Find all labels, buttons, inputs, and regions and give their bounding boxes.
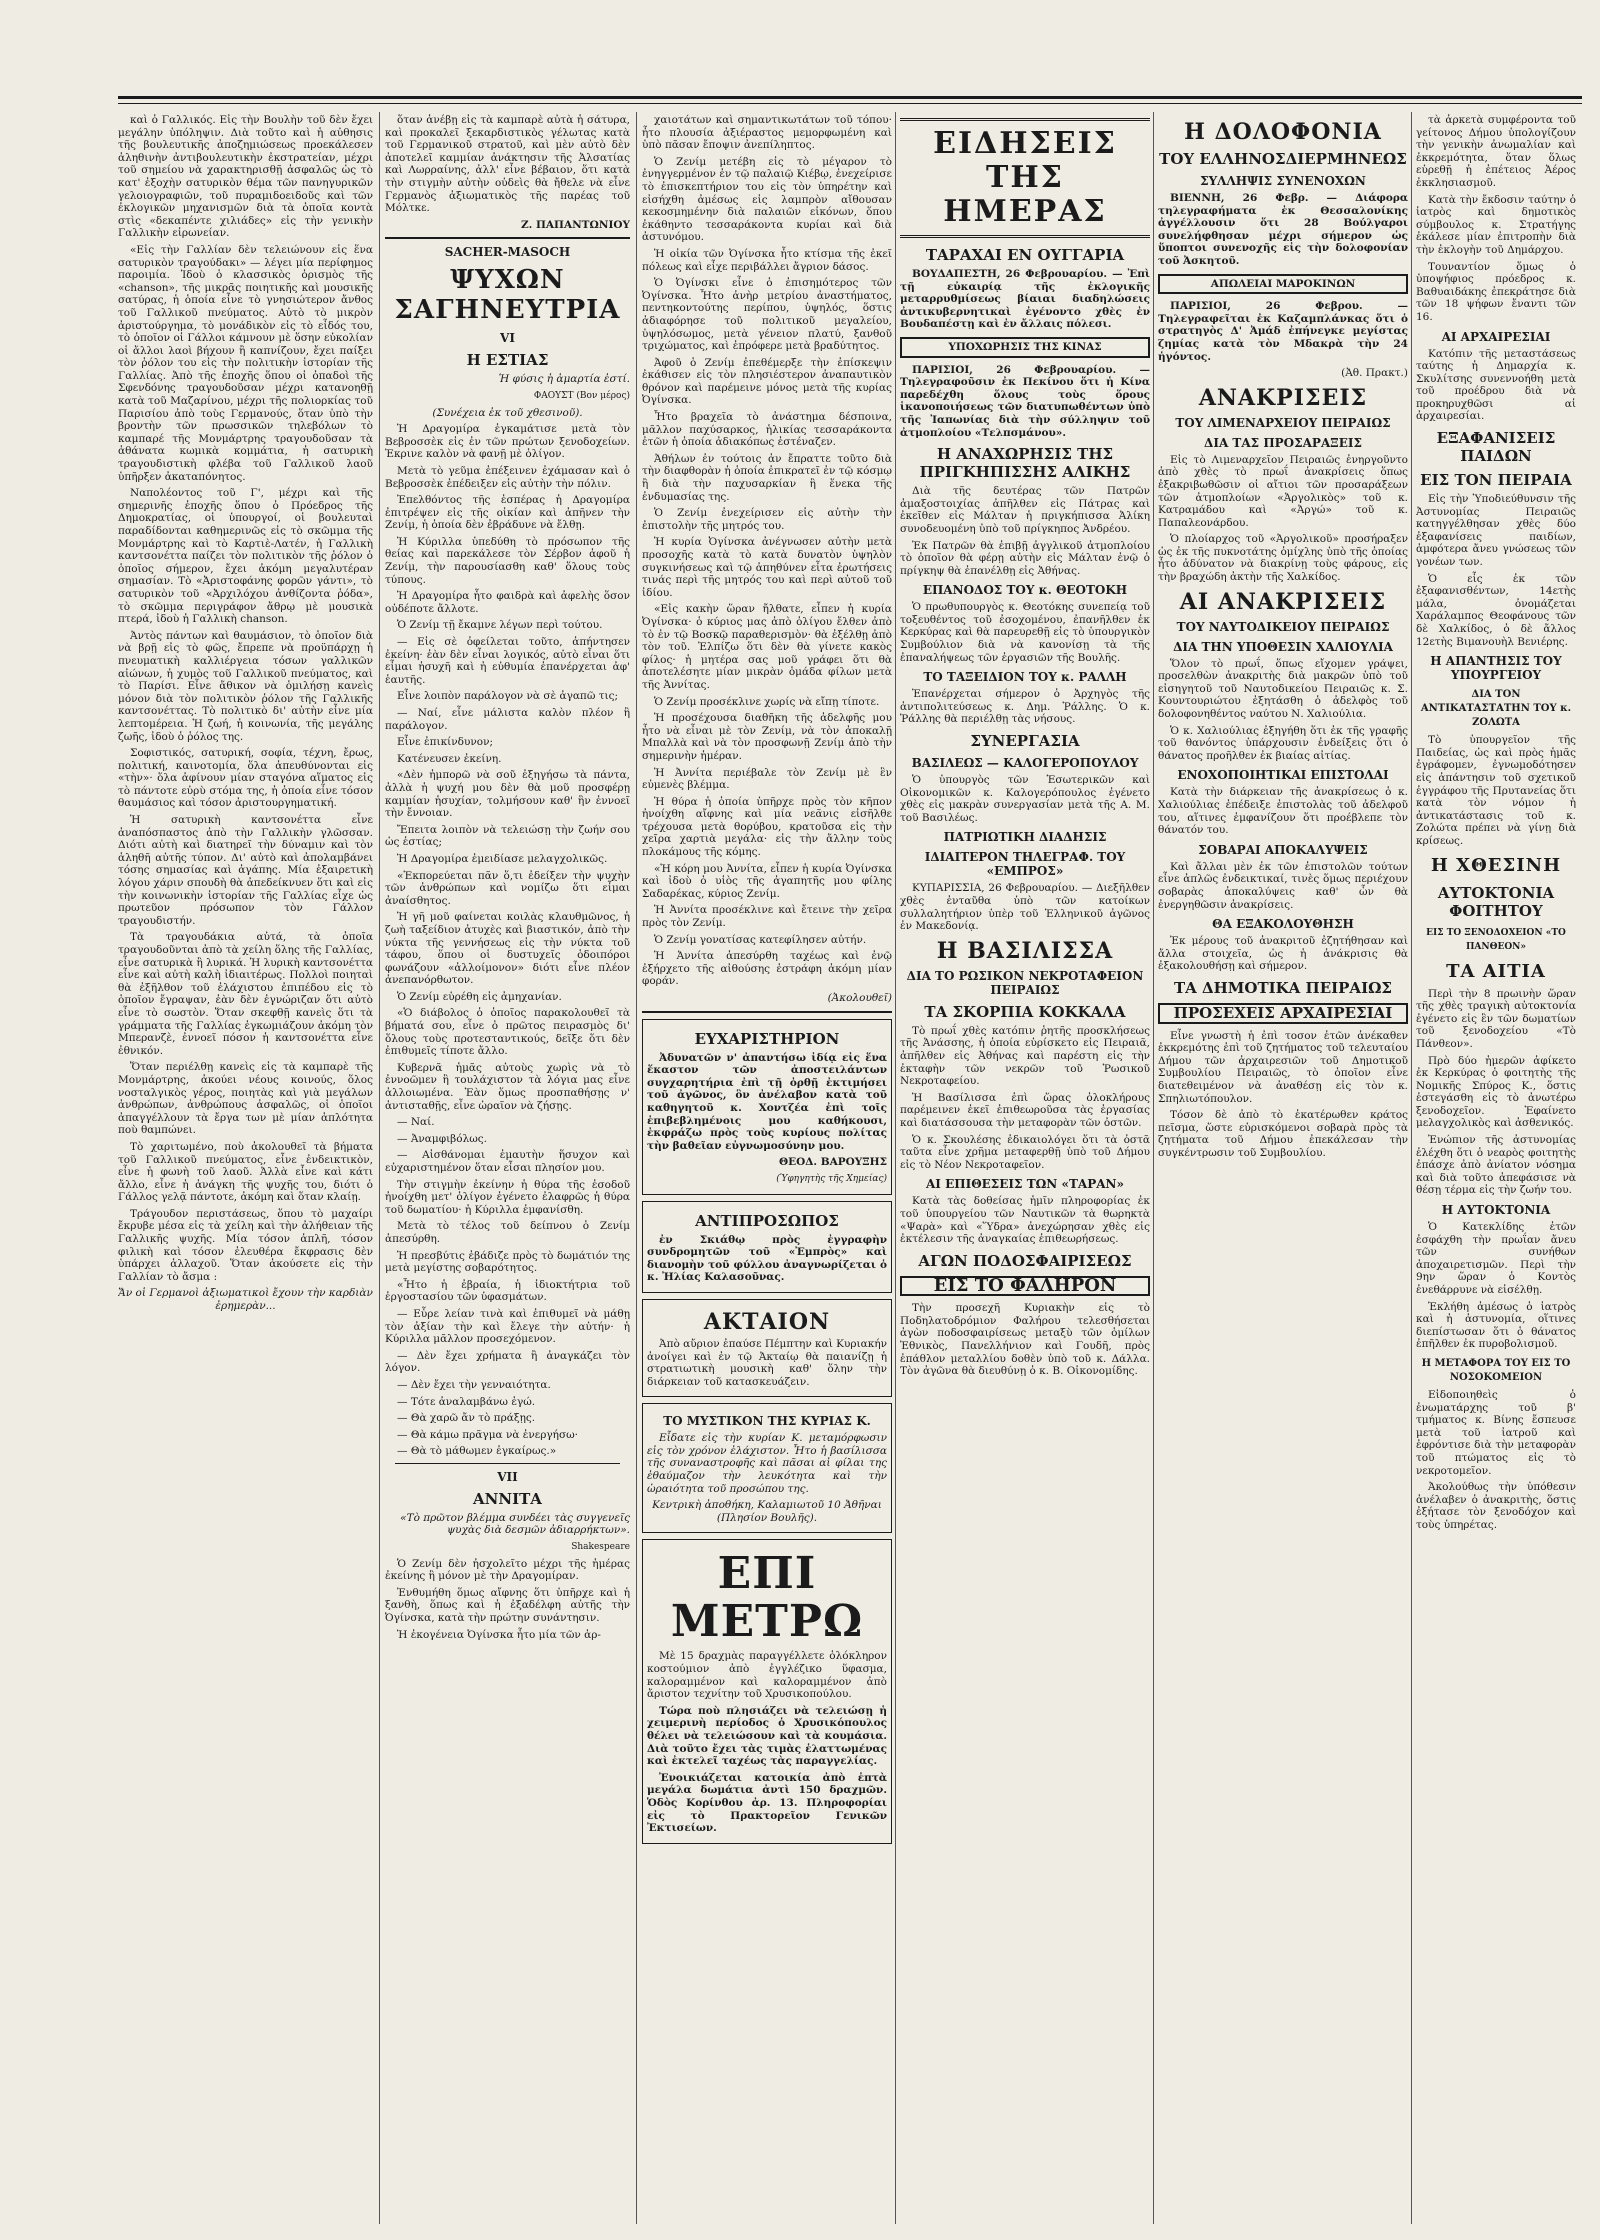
- subheadline: ΣΥΛΛΗΨΙΣ ΣΥΝΕΝΟΧΩΝ: [1200, 174, 1366, 188]
- divider: [642, 1011, 892, 1013]
- subheadline: ΤΟΥ ΝΑΥΤΟΔΙΚΕΙΟΥ ΠΕΙΡΑΙΩΣ: [1176, 619, 1390, 634]
- headline: ΑΙ ΑΡΧΑΙΡΕΣΙΑΙ: [1441, 329, 1551, 344]
- paragraph: Ἡ προσέχουσα διαθῆκη τῆς ἀδελφῆς μου ἦτο νὰ εἶναι μὲ τὸν Ζενίμ, νὰ τὸν ἀποκαλῇ Μπαλλὰ καὶ νὰ τὸν προσφωνῇ Ζενίμ ἀπὸ τὴν σημερινὴν ἡμέραν.: [642, 712, 892, 762]
- paragraph: «Δὲν ἠμπορῶ νὰ σοῦ ἐξηγήσω τὰ πάντα, ἀλλὰ ἡ ψυχή μου δὲν θὰ μοῦ προσφέρῃ καμμίαν ἡσυχίαν, τολμήσουν καθ' ἣν ἐννοεῖ τὴν ἔννοιαν.: [385, 769, 630, 820]
- headline: Η ΜΕΤΑΦΟΡΑ ΤΟΥ ΕΙΣ ΤΟ ΝΟΣΟΚΟΜΕΙΟΝ: [1421, 1357, 1571, 1383]
- news-text: ΒΟΥΔΑΠΕΣΤΗ, 26 Φεβρουαρίου. — Ἐπὶ τῇ εὐκαιρίᾳ τῆς ἐκλογικῆς μεταρρυθμίσεως βίαιαι διαδηλώσεις ἀντικυβερνητικαὶ ἐγένοντο χθὲς ἐν Βουδαπέστῃ καὶ ἐν ἄλλαις πόλεσι.: [900, 268, 1150, 331]
- ad-title: ΕΠΙ ΜΕΤΡΩ: [670, 1548, 864, 1648]
- serial-body: [385, 423, 630, 1458]
- news-text: Κατόπιν τῆς μεταστάσεως ταύτης ἡ Δημαρχία κ. Σκυλίτσης συνεννοήθη μετὰ τοῦ προέδρου διὰ νὰ προκηρυχθῶσι αἱ ἀρχαιρεσίαι.: [1416, 347, 1576, 423]
- paragraph: «Ἦτο ἡ ἐβραία, ἡ ἰδιοκτήτρια τοῦ ἐργοστασίου τῶν ὑφασμάτων.: [385, 1278, 630, 1304]
- paragraph: ὅταν ἀνέβῃ εἰς τὰ καμπαρὲ αὐτὰ ἡ σάτυρα, καὶ προκαλεῖ ξεκαρδιστικὸς γέλωτας κατὰ τοῦ Γερμανικοῦ στρατοῦ, καὶ μὲν αὐτὸ δὲν ἀποτελεῖ καμμίαν ἀνάκτησιν τῆς Ἀλσατίας καὶ Λωρραίνης, ἀλλ' εἶνε βέβαιον, ὅτι κατὰ τὴν στιγμὴν αὐτὴν οὐδεὶς θὰ ἤθελε νὰ εἶνε Γερμανὸς ἀξιωματικὸς τῆς παρέας τοῦ Μόλτκε.: [385, 114, 630, 215]
- paragraph: Ἡ Κύριλλα ὑπεδύθη τὸ πρόσωπον τῆς θείας καὶ παρεκάλεσε τὸν Σέρβον ἀφοῦ ἡ Ζενίμ, τὴν παρουσίασθη καθ' ὅλους τοὺς τύπους.: [385, 535, 630, 586]
- advertisement: [642, 1539, 892, 1843]
- paragraph: — Τότε ἀναλαμβάνω ἐγώ.: [397, 1395, 536, 1408]
- notice-text: Ἀπὸ αὔριον ἐπαύσε Πέμπτην καὶ Κυριακήν ἀνοίγει καὶ ἐν τῷ Ἀκταίῳ θὰ παιανίζῃ ἡ στρατιωτικὴ μουσικὴ καθ' ὅλην τὴν διάρκειαν τοῦ κατασκευάζειν.: [647, 1337, 887, 1388]
- news-text: Εἶνε γνωστὴ ἡ ἐπὶ τοσον ἐτῶν ἀνέκαθεν ἐκκρεμότης ἐπὶ τοῦ ζητήματος τοῦ τελευταίου Δήμου τῶν ἀρχαιρεσιῶν τοῦ Δημοτικοῦ Συμβουλίου Πειραιῶς, τὸ ὁποῖον εἶνε διατεθειμένον νὰ ἀναθέσῃ εἰς τὸν κ. Σπηλιωτόπουλον.: [1158, 1029, 1408, 1105]
- paragraph: — Δὲν ἔχει χρήματα ἢ ἀναγκάζει τὸν λόγον.: [385, 1349, 630, 1375]
- section-banner: ΕΙΔΗΣΕΙΣ ΤΗΣ ΗΜΕΡΑΣ: [900, 118, 1150, 238]
- paragraph: Μετὰ τὸ γεῦμα ἐπέξεινεν ἐχάμασαν καὶ ὁ Βεβροσσὲκ ἐπέδειξεν εἰς αὐτὴν τὴν πόλιν.: [385, 464, 630, 490]
- headline: ΑΙ ΑΝΑΚΡΙΣΕΙΣ: [1179, 588, 1387, 615]
- news-text: τὰ ἀρκετὰ συμφέροντα τοῦ γείτονος Δήμου ὑπολογίζουν τὴν γενικὴν ἀνωμαλίαν καὶ ἐκκρεμότητα, ὅταν ὅλως εὑρεθῇ ἡ ἐπέτειος Ἀέρος ἐκκλησιασμοῦ.: [1416, 114, 1576, 189]
- paragraph: Σοφιστικός, σατυρική, σοφία, τέχνη, ἔρως, πολιτική, καινοτομία, ὅλα ἀπευθύνονται εἰς «τὴν»· ὅλα ἀφίνουν μίαν σταγόνα αἵματος εἰς τὸ πάντοτε εὐρὺ στόμα της, ἡ ὁποία εἶνε τόσον θαυμάσιος καὶ τόσον ἀριστουργηματική.: [118, 747, 373, 810]
- column-divider: [1153, 112, 1154, 2224]
- continued-note: (Ἀκολουθεῖ): [827, 992, 892, 1004]
- paragraph: Ὁ Ζενίμ προσέκλινε χωρίς νὰ εἴπῃ τίποτε.: [654, 695, 880, 708]
- column-1: [118, 114, 373, 2224]
- paragraph: — Θὰ τὸ μάθωμεν ἐγκαίρως.»: [397, 1445, 557, 1458]
- paragraph: Τράγουδον περιστάσεως, ὅπου τὸ μαχαίρι ἔκρυβε μέσα εἰς τὰ χείλη καὶ τὴν ἀλήθειαν τῆς Γαλλικῆς ψυχῆς. Μία τόσον ἁπλῆ, τόσον φιλικὴ καὶ τόσον ἐλευθέρα ἔκφρασις δὲν ὑπάρχει ἀλλαχοῦ. Ὅταν ἀκούσετε εἰς τὴν Γαλλίαν τὸ ἄσμα :: [118, 1207, 373, 1283]
- epigraph-source: Shakespeare: [571, 1542, 630, 1553]
- subheadline: ΔΙΑ ΤΗΝ ΥΠΟΘΕΣΙΝ ΧΑΛΙΟΥΛΙΑ: [1173, 639, 1393, 654]
- news-text: ΠΑΡΙΣΙΟΙ, 26 Φεβρου. — Τηλεγραφεῖται ἐκ Καζαμπλάνκας ὅτι ὁ στρατηγὸς Δ' Ἀμάδ ἐπήνεγκε μεγίστας ζημίας κατὰ τὸν Μδακρὰ τὴν 24 ἡγόντος.: [1158, 300, 1408, 363]
- paragraph: «Ἡ κόρη μου Ἀννίτα, εἶπεν ἡ κυρία Ὀγίνσκα καὶ ἰδοὺ ὁ υἱὸς τῆς ἀγαπητῆς μου φίλης Σαδαρέκας, κύριος Ζενίμ.: [642, 862, 892, 900]
- continued-note: (Συνέχεια ἐκ τοῦ χθεσινοῦ).: [432, 406, 583, 419]
- subheadline: ΕΙΣ ΤΟΝ ΠΕΙΡΑΙΑ: [1420, 471, 1572, 490]
- paragraph: Ὁ Ὀγίνσκι εἶνε ὁ ἐπισημότερος τῶν Ὀγίνσκα. Ἦτο ἀνὴρ μετρίου ἀναστήματος, πεντηκοντούτης περίπου, ὑψηλός, ὅστις ἀδιαφόρησε τοῦ πολιτικοῦ μεγαλείου, ὑψηλόσωμος, μετὰ γένειον πλατύ, ξανθοῦ τριχώματος, καὶ ἐπρόφερε μετὰ βραδύτητος.: [642, 277, 892, 353]
- epigraph-source: ΦΑΟΥΣΤ (Βον μέρος): [533, 390, 630, 401]
- news-text: ΒΙΕΝΝΗ, 26 Φεβρ. — Διάφορα τηλεγραφήματα ἐκ Θεσσαλονίκης ἀγγέλλουσιν ὅτι 28 Βούλγαροι συνελήφθησαν μέχρι σήμερον ὡς ὕποπτοι συνενοχῆς εἰς τὴν δολοφονίαν τοῦ Ἀσκητοῦ.: [1158, 192, 1408, 267]
- column-5: [1158, 114, 1408, 2224]
- subheadline: ΣΟΒΑΡΑΙ ΑΠΟΚΑΛΥΨΕΙΣ: [1198, 842, 1368, 857]
- news-text: Ὁ πρωθυπουργὸς κ. Θεοτόκης συνεπείᾳ τοῦ τοξευθέντος τοῦ ἐσοχομένου, ἐπανῆλθεν ἐκ Κερκύρας καὶ θὰ παρευρεθῇ εἰς τὸ ὑπουργικὸν Συμβούλιον διὰ νὰ κανονίσῃ τὰ τῆς ἐπαναλήψεως τῶν ἐργασιῶν τῆς Βουλῆς.: [900, 601, 1150, 664]
- paragraph: Κυβερνᾶ ἡμᾶς αὐτοὺς χωρὶς νὰ τὸ ἐννοῶμεν ἢ τουλάχιστον τὰ λόγια μας εἶνε ἀλλοιωμένα. Ἐὰν ὅμως προσπαθήσῃς ν' ἀντισταθῇς, εἶνε ὠραῖον νὰ ζήσῃς.: [385, 1061, 630, 1112]
- news-text: ΠΑΡΙΣΙΟΙ, 26 Φεβρουαρίου. — Τηλεγραφοῦσιν ἐκ Πεκίνου ὅτι ἡ Κίνα παρεδέχθη ὅλους τοὺς ὅρους ἱκανοποιήσεως τῶν διατυπωθέντων ὑπὸ τῆς Ἰαπωνίας διὰ τὴν σύλληψιν τοῦ ἀτμοπλοίου «Τελπσμάνου».: [900, 363, 1150, 439]
- article-author: Ζ. ΠΑΠΑΝΤΩΝΙΟΥ: [520, 218, 630, 231]
- paragraph: Ἡ Δραγομίρα ἐγκαμάτισε μετὰ τὸν Βεβροσσὲκ εἰς ἐν τῶν πρώτων ξενοδοχείων. Ἐκρινε καλὸν νὰ φανῇ μὲ ὀλίγον.: [385, 423, 630, 461]
- headline: Η ΔΟΛΟΦΟΝΙΑ: [1184, 119, 1382, 145]
- paragraph: — Δὲν ἔχει τὴν γενναιότητα.: [397, 1378, 551, 1391]
- headline: ΕΞΑΦΑΝΙΣΕΙΣ ΠΑΙΔΩΝ: [1436, 429, 1556, 466]
- subheadline: ΔΙΑ ΤΑΣ ΠΡΟΣΑΡΑΞΕΙΣ: [1204, 435, 1362, 450]
- headline: ΤΑΡΑΧΑΙ ΕΝ ΟΥΓΓΑΡΙΑ: [925, 246, 1125, 264]
- paragraph: Ἔπειτα λοιπὸν νὰ τελειώσῃ τὴν ζωήν σου ὡς ἐστίας;: [385, 823, 630, 849]
- paragraph: Ἀθήλων ἐν τούτοις ἀν ἔπραττε τοῦτο διὰ τὴν διαφθορὰν ἡ ὁποία ἐπικρατεῖ ἐν τῷ κόσμῳ ἢ διὰ τὴν παχυσαρκίαν ἢ ἕνεκα τῆς ἐνδυμασίας της.: [642, 452, 892, 503]
- epigraph: Ἡ φύσις ἡ ἁμαρτία ἐστί.: [498, 373, 630, 386]
- ad-text: Εἶδατε εἰς τὴν κυρίαν Κ. μεταμόρφωσιν εἰς τὸν χρόνον ἐλάχιστον. Ἦτο ἡ βασίλισσα τῆς συναναστροφῆς καὶ πᾶσαι αἱ φίλαι της ἐθαύμαζον τὴν λευκότητα καὶ τὴν ὡραιότητα τοῦ προσώπου της.: [647, 1432, 887, 1495]
- paragraph: Ἡ Ἀννίτα προσέκλινε καὶ ἔτεινε τὴν χεῖρα πρὸς τὸν Ζενίμ.: [642, 904, 892, 930]
- paragraph: «Ὁ διάβολος ὁ ὁποῖος παρακολουθεῖ τὰ βήματά σου, εἶνε ὁ πρῶτος πειρασμὸς δι' ὅλους τοὺς προτεσταντικούς, δεῖξε ὅτι δὲν ἐπιθυμεῖς τίποτε ἄλλο.: [385, 1007, 630, 1058]
- column-divider: [895, 112, 896, 2224]
- paragraph: Τὰ τραγουδάκια αὐτά, τὰ ὁποῖα τραγουδοῦνται ἀπὸ τὰ χείλη ὅλης τῆς Γαλλίας, εἶνε σατυρικὰ ἢ λυρικά. Ἡ λυρικὴ καντσονέττα εἶνε καὶ αὐτὴ καλὴ ἰδιαιτέρως. Πολλοὶ ποιηταὶ θὰ ἐξῆλθον τοῦ ἐλάχιστου ἐπιπέδου εἰς τὸ ὁποῖον ἔγραψαν, ἐὰν δὲν ἐγνώριζαν ὅτι αὐτὸ εἶνε τὸ σωστὸν. Ὅταν σκεφθῇ κανεὶς ὅτι τὰ γράμματα τῆς Γαλλίας ἐγκωμιάζουν ἀκόμη τὸν Μπερανζὲ, ἐννοεῖ πόσον ἡ καντσονέττα εἶνε ἐθνικόν.: [118, 931, 373, 1057]
- news-text: Ἐκλήθη ἀμέσως ὁ ἰατρὸς καὶ ἡ ἀστυνομία, οἵτινες διεπίστωσαν ὅτι ὁ θάνατος ἐπῆλθεν ἐκ πυροβολισμοῦ.: [1416, 1300, 1576, 1351]
- headline: ΑΙ ΕΠΙΘΕΣΕΙΣ ΤΩΝ «ΤΑΡΑΝ»: [926, 1177, 1124, 1192]
- paragraph: καὶ ὁ Γαλλικός. Εἰς τὴν Βουλὴν τοῦ δὲν ἔχει μεγάλην ὑπόληψιν. Διὰ τοῦτο καὶ ἡ αὐθησις τῆς βουλευτικῆς ἀποζημιώσεως προεκάλεσεν ἀληθινὴν ἀντιβουλευτικὴν ἐκστρατείαν, μέχρι τοῦ σημείου νὰ χαρακτηρισθῇ ἀσφαλῶς ὡς τὸ κατ' ἐξοχὴν σατυρικὸν θέμα τῶν πανηγυρικῶν γελοιογραφιῶν, τοῦ πυραμιδοειδοῦς καὶ τῶν ἐκλογικῶν μηχανισμῶν διὰ τὰ ὁποῖα κοντὰ στὶς «δεκαπέντε χιλιάδες» εἰς τὴν γενικὴν Γαλλικὴν εἰρωνείαν.: [118, 114, 373, 240]
- news-text: Τόσον δὲ ἀπὸ τὸ ἑκατέρωθεν κράτος πεῖσμα, ὥστε εὑρισκόμενοι σοβαρὰ πρὸς τὰ ζητήματα τοῦ Δήμου ἐπεκάλεσαν τὴν συγκέντρωσιν τοῦ Συμβουλίου.: [1158, 1109, 1408, 1159]
- paragraph: Ἡ θύρα ἡ ὁποία ὑπῆρχε πρὸς τὸν κῆπον ἠνοίχθη αἴφνης καὶ μία νεᾶνις εἰσῆλθε τρέχουσα μετὰ θορύβου, κρατοῦσα εἰς τὴν χεῖρα χαρτιὰ μεγάλα· εἰς τὴν ἄλλην τοὺς πλοκάμους τῆς κόμης.: [642, 795, 892, 859]
- news-text: Ὁ κ. Χαλιούλιας ἐξηγήθη ὅτι ἐκ τῆς γραφῆς τοῦ θανόντος ὑπάρχουσιν ἐνδείξεις ὅτι ὁ θάνατος προῆλθεν ἐκ βιαίας αἰτίας.: [1158, 724, 1408, 762]
- subheadline: ΘΑ ΕΞΑΚΟΛΟΥΘΗΣΗ: [1212, 917, 1354, 932]
- paragraph: Ὁ Ζενίμ γονατίσας κατεφίλησεν αὐτήν.: [654, 933, 867, 946]
- paragraph: Κατένευσεν ἐκείνη.: [397, 752, 502, 765]
- subheadline: ΕΙΣ ΤΟ ΞΕΝΟΔΟΧΕΙΟΝ «ΤΟ ΠΑΝΘΕΟΝ»: [1426, 927, 1566, 952]
- paragraph: «Εἰς τὴν Γαλλίαν δὲν τελειώνουν εἰς ἕνα σατυρικὸν τραγούδακι» — λέγει μία περίφημος παροιμία. Ἰδοὺ ὁ κλασσικὸς ὁρισμὸς τῆς «chanson», τῆς μικρᾶς ποιητικῆς καὶ μουσικῆς σατύρας, ἡ ὁποία εἶνε τὸ γνησιώτερον ἄνθος τοῦ Γαλλικοῦ πνεύματος. Αὐτὸ τὸ μικρὸν ἀριστούργημα, τὸ μονάδικὸν εἰς τὸ εἶδός του, τὸ ὁποῖον οἱ Γάλλοι κάμνουν μὲ ὅσην εὐκολίαν οἱ ἄλλοι λαοὶ βήχουν ἢ καπνίζουν, ἔχει παίξει τὸν ῥόλον του εἰς τὴν πολιτικὴν ἱστορίαν τῆς Γαλλίας. Ἀπὸ τῆς ἐποχῆς ὅπου οἱ ὀπαδοὶ τῆς Σφενδόνης τραγουδοῦσαν μέχρι κατανοηθῇ κατὰ τοῦ Μαζαρίνου, μέχρι τῆς πολιορκίας τοῦ Παρισίου ἀπὸ τοὺς Γερμανούς, ὅταν ὑπὸ τὴν βροντὴν τῶν πρωσσικῶν τηλεβόλων τὸ καμπαρέ τῆς Μονμάρτρης τραγουδοῦσαν τὰ ἀθάνατα κωμικὰ κομμάτια, ἡ σατυρικὴ τραγουδιστικὴ φλέβα τοῦ Γαλλικοῦ λαοῦ ὑπῆρξεν ἀκαταπόνητος.: [118, 243, 373, 483]
- paragraph: — Αἰσθάνομαι ἐμαυτὴν ἥσυχον καὶ εὐχαριστημένον ὅταν εἶσαι πλησίον μου.: [385, 1149, 630, 1174]
- headline: Η ΑΥΤΟΚΤΟΝΙΑ: [1441, 1203, 1551, 1218]
- news-source: (Ἀθ. Πρακτ.): [1341, 367, 1408, 380]
- subheadline: ΤΑ ΑΙΤΙΑ: [1446, 960, 1546, 982]
- headline: ΥΠΟΧΩΡΗΣΙΣ ΤΗΣ ΚΙΝΑΣ: [900, 337, 1150, 358]
- paragraph: Ἡ κυρία Ὀγίνσκα ἀνέγνωσεν αὐτὴν μετὰ προσοχῆς κατὰ τὸ κατὰ δυνατὸν ὑψηλὸν συγκινήσεως καὶ τῷ ἀπηθύνεν εἶτα ἐρωτήσεις τινάς περὶ τῆς μητρός του καὶ περὶ αὐτοῦ τοῦ ἰδίου.: [642, 536, 892, 599]
- paragraph: «Ἐκπορεύεται πᾶν ὅ,τι ἐδείξεν τὴν ψυχὴν τῶν ἀνθρώπων καὶ νομίζω ὅτι εἶμαι ἀναίσθητος.: [385, 869, 630, 907]
- subheadline: ΕΙΣ ΤΟ ΦΑΛΗΡΟΝ: [900, 1276, 1150, 1297]
- representative-notice: [642, 1201, 892, 1293]
- headline: Η ΑΠΑΝΤΗΣΙΣ ΤΟΥ ΥΠΟΥΡΓΕΙΟΥ: [1430, 654, 1562, 683]
- notice-text: ἐν Σκιάθῳ πρὸς ἐγγραφὴν συνδρομητῶν τοῦ «Ἐμπρὸς» καὶ διανομὴν τοῦ φύλλου ἀναγνωρίζεται ὁ κ. Ἠλίας Καλασοῦνας.: [647, 1233, 887, 1284]
- notice-title: ΕΥΧΑΡΙΣΤΗΡΙΟΝ: [694, 1029, 840, 1048]
- epigraph: «Τὸ πρῶτον βλέμμα συνδέει τὰς συγγενεῖς ψυχὰς διὰ δεσμῶν ἀδιαρρήκτων».: [400, 1511, 630, 1537]
- paragraph: Ἡ πρεσβύτις ἐβάδιζε πρὸς τὸ δωμάτιόν της μετὰ μεγίστης σοβαρότητος.: [385, 1249, 630, 1275]
- news-text: ΚΥΠΑΡΙΣΣΙΑ, 26 Φεβρουαρίου. — Διεξῆλθεν χθὲς ἐνταῦθα ὑπὸ τῶν κατοίκων συλλαλητήριον ὑπὲρ τοῦ Ἑλληνικοῦ ἀγῶνος ἐν Μακεδονίᾳ.: [900, 882, 1150, 933]
- paragraph: — Ἀναμφιβόλως.: [397, 1132, 488, 1145]
- paragraph: — Θὰ χαρῶ ἄν τὸ πράξῃς.: [397, 1412, 536, 1425]
- paragraph: Ἐπελθόντος τῆς ἑσπέρας ἡ Δραγομίρα ἐπιτρέψεν εἰς τῆς οἰκίαν καὶ ἀπῆνεν τὴν Ζενίμ, ἡ ὁποία δὲν ἐβράδυνε νὰ ἔλθῃ.: [385, 494, 630, 532]
- paragraph: Ἡ ἐκογένεια Ὀγίνσκα ἧτο μία τῶν ἀρ-: [397, 1628, 601, 1641]
- headline: ΠΑΤΡΙΩΤΙΚΗ ΔΙΑΔΗΣΙΣ: [943, 830, 1107, 845]
- news-text: Εἰς τὴν Ὑποδιεύθυνσιν τῆς Ἀστυνομίας Πειραιῶς κατηγγέλθησαν χθὲς δύο ἐξαφανίσεις παιδίων, ἀμφότερα ἄνευ γνώσεως τῶν γονέων των.: [1416, 493, 1576, 569]
- column-divider: [379, 112, 380, 2224]
- notice-text: Ἀδυνατῶν ν' ἀπαντήσω ἰδίᾳ εἰς ἕνα ἕκαστον τῶν ἀποστειλάντων συγχαρητήρια ἐπὶ τῇ ὀρθῇ ἐκτιμήσει τοῦ ἀγῶνος, ὃν ἀνέλαβον κατὰ τοῦ καθηγητοῦ κ. Χοντζέα ἐπὶ τοῖς ἐπιβεβλημένοις μου καθήκουσι, ἐκφράζω πρὸς τοὺς κυρίους πολίτας τὴν βαθεῖαν εὐγνωμοσύνην μου.: [647, 1051, 887, 1152]
- paragraph: Ὁ Ζενίμ ἐνεχείρισεν εἰς αὐτὴν τὴν ἐπιστολὴν τῆς μητρός του.: [642, 507, 892, 532]
- news-text: Τὴν προσεχῆ Κυριακὴν εἰς τὸ Ποδηλατοδρόμιον Φαλήρου τελεσθήσεται ἀγὼν ποδοσφαιρίσεως μεταξὺ τῶν ὁμίλων Ἐθνικὸς, Πανελλήνιον καὶ Γουδῆ, πρὸς ἐπάθλον μεταλλίου δοθὲν ὑπὸ τοῦ κ. Δάλλα. Τὸν ἀγῶνα θὰ διευθύνῃ ὁ κ. Β. Οἰκονομίδης.: [900, 1302, 1150, 1378]
- paragraph: Εἶνε λοιπὸν παράλογον νὰ σὲ ἀγαπῶ τις;: [397, 690, 619, 703]
- news-text: Περὶ τὴν 8 πρωινὴν ὥραν τῆς χθὲς τραγικὴ αὐτοκτονία ἐγένετο εἰς ἓν τῶν δωματίων τοῦ ξενοδοχείου «Τὸ Πάνθεον».: [1416, 987, 1576, 1050]
- column-divider: [636, 112, 637, 2224]
- paragraph: Ἡ Δραγομίρα ἧτο φαιδρὰ καὶ ἀφελὴς ὅσον οὐδέποτε ἄλλοτε.: [385, 590, 630, 615]
- quote-line: Ἄν οἱ Γερμανοὶ ἀξιωματικοὶ ἔχουν τὴν καρδιὰν ἐρημερὰν...: [118, 1287, 373, 1313]
- news-text: Ἀκολούθως τὴν ὑπόθεσιν ἀνέλαβεν ὁ ἀνακριτὴς, ὅστις ἐξήτασε τὸν ξενοδόχον καὶ τοὺς ὑπηρέτας.: [1416, 1481, 1576, 1531]
- headline: ΕΠΑΝΟΔΟΣ ΤΟΥ κ. ΘΕΟΤΟΚΗ: [922, 583, 1128, 598]
- paragraph: Ἡ Δραγομίρα ἐμειδίασε μελαγχολικῶς.: [397, 852, 608, 865]
- paragraph: Τὴν στιγμὴν ἐκείνην ἡ θύρα τῆς ἐσοδοῦ ἠνοίχθη μετ' ὀλίγον ἐγένετο ἐλαφρῶς ἡ θύρα τοῦ δωματίου· ἡ Κύριλλα ἐμφανίσθη.: [385, 1178, 630, 1216]
- subheadline: ΙΔΙΑΙΤΕΡΟΝ ΤΗΛΕΓΡΑΦ. ΤΟΥ «ΕΜΠΡΟΣ»: [924, 850, 1126, 879]
- paragraph: Ὅταν περιέλθῃ κανεὶς εἰς τὰ καμπαρὲ τῆς Μονμάρτρης, ἀκούει νέους κοινούς, ὅλος νοσταλγικὸς γέρος, ποιητὰς καὶ γιὰ μεγάλων ἀνθρώπων, ἀνθρώπους ἀσφαλῶς, οἱ ὁποῖοι ἀπαγγέλλουν τὰ ἔργα των μὲ μίαν ἁπλότητα ποὺ θαμπώνει.: [118, 1061, 373, 1137]
- news-text: Κατὰ τὴν ἔκδοσιν ταύτην ὁ ἰατρὸς καὶ δημοτικὸς σύμβουλος κ. Στρατήγης ἐκάλεσε μίαν ἐπιτροπὴν διὰ τὴν ἐκλογὴν τοῦ Δημάρχου.: [1416, 193, 1576, 256]
- subheadline: ΔΙΑ ΤΟ ΡΩΣΙΚΟΝ ΝΕΚΡΟΤΑΦΕΙΟΝ ΠΕΙΡΑΙΩΣ: [906, 968, 1144, 997]
- subheadline: ΕΝΟΧΟΠΟΙΗΤΙΚΑΙ ΕΠΙΣΤΟΛΑΙ: [1177, 768, 1389, 783]
- chapter-number: VII: [497, 1469, 518, 1484]
- paragraph: «Εἰς κακὴν ὥραν ἤλθατε, εἶπεν ἡ κυρία Ὀγίνσκα· ὁ κύριος μας ἀπὸ ὀλίγου ἔλθεν ἀπὸ τὸ ἐν τῷ Βοσκῷ παραθερισμὸν· θὰ ἐξέλθῃ ἀπὸ τὸν τοῦ. Ἐλπίζω ὅτι δὲν θὰ γίνετε κακὸς φίλος· ἡ μητέρα σας μοῦ γράφει ὅτι θὰ ἀποτελέσητε μίαν μικρὰν ὁμάδα φίλων μετὰ τῆς Ἀννίτας.: [642, 603, 892, 691]
- paragraph: — Θὰ κάμω πρᾶγμα νὰ ἐνεργήσω·: [397, 1428, 579, 1441]
- serial-body: [642, 114, 892, 988]
- paragraph: Ἡ σατυρικὴ καντσονέττα εἶνε ἀναπόσπαστος ἀπὸ τὴν Γαλλικὴν γλῶσσαν. Διότι αὐτὴ καὶ διατηρεῖ τὴν δύναμιν καὶ τὸν ἀληθῆ αὐτῆς τύπον. Δι' αὐτὸ καὶ ἀπολαμβάνει τόσης σημασίας καὶ ἀγάπης. Μία ἐξαιρετικὴ λόγου χάριν σπουδὴ θὰ ἀπεδείκνυεν ὅτι καὶ εἰς τὴν κοινωνικὴν ἱστορίαν τῆς Γαλλίας εἶχε ὡς πρωτεῦον πρόσωπον τὸν Γάλλον τραγουδιστήν.: [118, 814, 373, 927]
- news-text: Κατὰ τὰς δοθείσας ἡμῖν πληροφορίας ἐκ τοῦ ὑπουργείου τῶν Ναυτικῶν τὰ θωρηκτὰ «Ψαρὰ» καὶ «Ὕδρα» ἀνεχώρησαν χθὲς εἰς ἐκτέλεσιν τῆς ἀναγκαίας ἐπιθεωρήσεως.: [900, 1195, 1150, 1246]
- paragraph: Ἡ Ἀννίτα ἀπεσύρθη ταχέως καὶ ἐνῷ ἐξήρχετο τῆς αἰθούσης ἐστράφη ἀκόμη μίαν φοράν.: [642, 950, 892, 988]
- subheadline: ΤΟΥ ΕΛΛΗΝΟΣΔΙΕΡΜΗΝΕΩΣ: [1159, 150, 1407, 168]
- paragraph: — Ναί, εἶνε μάλιστα καλὸν πλέον ἢ παράλογον.: [385, 707, 630, 732]
- ad-text: Ἐνοικιάζεται κατοικία ἀπὸ ἐπτὰ μεγάλα δωμάτια ἀντὶ 150 δραχμῶν. Ὁδὸς Κορίνθου ἀρ. 13. Πληροφορίαι εἰς τὸ Πρακτορεῖον Γενικῶν Ἐκτισείων.: [647, 1771, 887, 1835]
- ad-text: Τώρα ποὺ πλησιάζει νὰ τελειώσῃ ἡ χειμερινὴ περίοδος ὁ Χρυσικόπουλος θέλει νὰ τελειώσουν καὶ τὰ κουμάσια. Διὰ τοῦτο ἔχει τὰς τιμὰς ἑλαττωμένας καὶ ἐκτελεῖ ταχέως τὰς παραγγελίας.: [647, 1704, 887, 1768]
- advertisement: [642, 1403, 892, 1533]
- headline: ΤΑ ΔΗΜΟΤΙΚΑ ΠΕΙΡΑΙΩΣ: [1173, 978, 1393, 997]
- chapter-title: Η ΕΣΤΙΑΣ: [466, 351, 549, 370]
- ad-text: Μὲ 15 δραχμὰς παραγγέλλετε ὁλόκληρον κοστούμιον ἀπὸ ἐγγλέζικο ὕφασμα, καλοραμμένον καὶ καλοραμμένον ἀπὸ ἄριστον τεχνίτην τοῦ Χρυσικοπούλου.: [647, 1650, 887, 1701]
- headline: ΣΥΝΕΡΓΑΣΙΑ: [970, 732, 1080, 751]
- paragraph: Ὁ Ζενίμ τῇ ἔκαμνε λέγων περὶ τούτου.: [397, 619, 603, 632]
- news-text: Ὁ Κατεκλίδης ἐτῶν ἐσφάχθη τὴν πρωΐαν ἄνευ τῶν συνήθων ἀποχαιρετισμῶν. Περὶ τὴν 9ην ὥραν ὁ Κοντὸς ἐνεθάρρυνε νὰ εἰσέλθῃ.: [1416, 1221, 1576, 1296]
- headline: ΑΠΩΛΕΙΑΙ ΜΑΡΟΚΙΝΩΝ: [1158, 274, 1408, 295]
- news-text: Ἐκ μέρους τοῦ ἀνακριτοῦ ἐζητήθησαν καὶ ἄλλα στοιχεῖα, ὡς ἡ ἀνάκρισις θὰ ἐξακολουθήσῃ καὶ σήμερον.: [1158, 935, 1408, 973]
- notice-title: ΑΚΤΑΙΟΝ: [703, 1308, 831, 1335]
- paragraph: Ὁ Ζενίμ εὑρέθη εἰς ἀμηχανίαν.: [397, 990, 562, 1003]
- column-4: [900, 114, 1150, 2224]
- paragraph: Ὁ Ζενίμ δὲν ἠσχολεῖτο μέχρι τῆς ἡμέρας ἐκείνης ἢ μόνον μὲ τὴν Δραγομίραν.: [385, 1557, 630, 1583]
- top-rule: [118, 96, 1582, 99]
- column-6: [1416, 114, 1576, 2224]
- news-text: Καὶ ἄλλαι μὲν ἐκ τῶν ἐπιστολῶν τούτων εἶνε ἀπλῶς ἐνδεικτικαί, τινὲς ὅμως περιέχουν σοβαρὰς ἀποκαλύψεις καθ' ὧν θὰ ἐνεργηθῶσιν ἀνακρίσεις.: [1158, 860, 1408, 911]
- headline: ΑΝΑΚΡΙΣΕΙΣ: [1198, 384, 1368, 411]
- chapter-title: ΑΝΝΙΤΑ: [473, 1489, 542, 1508]
- headline: ΑΓΩΝ ΠΟΔΟΣΦΑΙΡΙΣΕΩΣ: [918, 1251, 1132, 1270]
- news-text: Ὅλον τὸ πρωΐ, ὅπως εἴχομεν γράψει, προσελθὼν ἀνακριτὴς διὰ μακρῶν ὑπὸ τοῦ εἰσηγητοῦ τοῦ Ναυτοδικείου Πειραιῶς κ. Σ. Κουντουριώτου ἐξητάσθη ὁ ἀδελφὸς τοῦ δολοφονηθέντος ναύτου Ν. Χαλιούλια.: [1158, 657, 1408, 721]
- paragraph: Ὁ Ζενίμ μετέβη εἰς τὸ μέγαρον τὸ ἐνηγγερμένον ἐν τῷ παλαιῷ Κιέβῳ, ἐνεχείρισε τὸ ἐπισκεπτήριον του εἰς τὸν ὑπηρέτην καὶ εἰσήχθη ἀμέσως εἰς λαμπρὸν αἴθουσαν κεκοσμημένην διὰ παλαιῶν εἰκόνων, ὅπου ἐκάθηντο τεσσαράκοντα κυρίαι καὶ διὰ ἀστυνόμου.: [642, 155, 892, 244]
- ad-title: ΤΟ ΜΥΣΤΙΚΟΝ ΤΗΣ ΚΥΡΙΑΣ Κ.: [663, 1414, 871, 1429]
- headline: Η ΒΑΣΙΛΙΣΣΑ: [936, 937, 1114, 964]
- news-text: Τουναντίον ὅμως ὁ ὑποψήφιος πρόεδρος κ. Βαθυαιδάκης ἐπεκράτησε διὰ τῶν 18 ψήφων ἔναντι τῶν 16.: [1416, 260, 1576, 323]
- news-text: Διὰ τῆς δευτέρας τῶν Πατρῶν ἀμαξοστοιχίας ἀπῆλθεν εἰς Πάτρας καὶ ἐκεῖθεν εἰς Μάλταν ἡ πριγκήπισσα Ἀλίκη συνοδευομένη ὑπὸ τοῦ πρίγκηπος Ἀνδρέου.: [900, 485, 1150, 535]
- subheadline: ΔΙΑ ΤΟΝ ΑΝΤΙΚΑΤΑΣΤΑΤΗΝ ΤΟΥ κ. ΖΟΛΩΤΑ: [1420, 689, 1572, 729]
- news-text: Ἐνώπιον τῆς ἀστυνομίας ἐλέχθη ὅτι ὁ νεαρὸς φοιτητὴς ἐπάσχε ἀπὸ ἀνίατον νόσημα καὶ διὰ τοῦτο ἀπεφάσισε νὰ θέσῃ τέρμα εἰς τὴν ζωήν του.: [1416, 1134, 1576, 1197]
- paragraph: Ναπολέοντος τοῦ Γ', μέχρι καὶ τῆς σημερινῆς ἐποχῆς ὅπου ὁ Πρόεδρος τῆς Δημοκρατίας, οἱ ὑπουργοί, οἱ βουλευταὶ παραδίδονται καθημερινῶς εἰς τὸ σκῶμμα τῆς Μονμάρτρης καὶ τὸ Καρτιὲ-Λατέν, ἡ Γαλλικὴ καντσονέττα παίζει τὸν πολιτικὸν τῆς ῥόλον ὁ ὁποῖος σήμερον, ἔχει ἀκόμη μεγαλυτέραν σημασίαν. Τὸ «Ἀριστοφάνης φορῶν γάντι», τὸ σατυρικὸν τοῦ «Ἀρχιλόχου ἀνθίζοντα ῥόδα», τὸ σκῶμμα περιγράφον ἄθρῳ μὲ μουσικὰ πτερά, ἰδοὺ ἡ Γαλλικὴ chanson.: [118, 487, 373, 626]
- divider: [395, 1463, 620, 1464]
- news-text: Ἐκ Πατρῶν θὰ ἐπιβῇ ἀγγλικοῦ ἀτμοπλοίου τὸ ὁποῖον θὰ φέρῃ αὐτὴν εἰς Μάλταν ἐνῷ ὁ πρίγκηψ θὰ ἐπανέλθῃ εἰς Ἀθήνας.: [900, 539, 1150, 577]
- news-text: Εἰδοποιηθεὶς ὁ ἐνωματάρχης τοῦ β' τμήματος κ. Βίνης ἔσπευσε μετὰ τοῦ ἰατροῦ καὶ ἐφρόντισε διὰ τὴν μεταφορὰν τοῦ πτώματος εἰς τὸ νεκροτομεῖον.: [1416, 1388, 1576, 1477]
- headline: Η ΧΘΕΣΙΝΗ: [1430, 854, 1562, 876]
- news-text: Τὸ ὑπουργεῖον τῆς Παιδείας, ὡς καὶ πρὸς ἡμᾶς ἐγράφομεν, ἐγνωμοδότησεν εἰς ἀπάντησιν τοῦ σχετικοῦ ἐγγράφου τῆς Πρυτανείας ὅτι κατὰ τὸν νόμον ἡ ἀντικατάστασις τοῦ κ. Ζολώτα πρέπει νὰ γίνῃ διὰ κρίσεως.: [1416, 734, 1576, 847]
- chapter-number: VI: [500, 331, 515, 346]
- thanks-notice: [642, 1019, 892, 1195]
- column-divider: [1411, 112, 1412, 2224]
- paragraph: Ἡ Ἀννίτα περιέβαλε τὸν Ζενίμ μὲ ἓν εὐμενὲς βλέμμα.: [642, 766, 892, 792]
- news-text: Ἡ Βασίλισσα ἐπὶ ὥρας ὁλοκλήρους παρέμεινεν ἐκεῖ ἐπιθεωροῦσα τὰς ἐργασίας καὶ διατάσσουσα τὴν μεταφορὰν τῶν ὀστῶν.: [900, 1091, 1150, 1129]
- news-text: Ὁ ὑπουργὸς τῶν Ἐσωτερικῶν καὶ Οἰκονομικῶν κ. Καλογερόπουλος ἐγένετο χθὲς εἰς μακρὰν συνεργασίαν μετὰ τῆς Α. Μ. τοῦ Βασιλέως.: [900, 774, 1150, 824]
- paragraph: Ἀφοῦ ὁ Ζενίμ ἐπεθέμερξε τὴν ἐπίσκεψιν ἐκάθισεν εἰς τὸν πλησιέστερον ἀναπαυτικὸν θρόνον καὶ παρέμεινε μόνος μετὰ τῆς κυρίας Ὀγίνσκα.: [642, 356, 892, 407]
- divider: [385, 237, 630, 239]
- news-text: Ἐπανέρχεται σήμερον ὁ Ἀρχηγὸς τῆς ἀντιπολιτεύσεως κ. Δημ. Ῥάλλης. Ὁ κ. Ῥάλλης θὰ περιέλθῃ τὰς νήσους.: [900, 688, 1150, 726]
- paragraph: Ἀντὸς πάντων καὶ θαυμάσιον, τὸ ὁποῖον διὰ νὰ βρῇ εἰς τὸ φῶς, ἔπρεπε νὰ προϋπάρχῃ ἡ πνευματικὴ καλλιέργεια τόσων γαλλικῶν αἰώνων, ἡ χυμὸς τοῦ Γαλλικοῦ πνεύματος, καὶ τὸ Παρίσι. Εἶνε ἄθικον νὰ ὁμιλήσῃ κανεὶς μόνον διὰ τὸν πολιτικὸν ῥόλον τῆς Γαλλικῆς καντσονέττας. Τὸ πολιτικὸ δι' αὐτὴν εἶνε μία λεπτομέρεια. Ἡ ζωή, ἡ κοινωνία, τῆς μεγάλης ζωῆς, ἰδοὺ ὁ ῥόλος της.: [118, 629, 373, 743]
- serial-body: [385, 1558, 630, 1642]
- paragraph: — Ναί.: [397, 1116, 435, 1129]
- headline: ΤΟ ΤΑΞΕΙΔΙΟΝ ΤΟΥ κ. ΡΑΛΛΗ: [923, 670, 1127, 685]
- paragraph: — Εὗρε λείαν τινὰ καὶ ἐπιθυμεῖ νὰ μάθῃ τὸν ἀξίαν τὴν καὶ ἔλεγε τὴν αὐτήν· ἡ Κύριλλα μᾶλλον προσεχόμενον.: [385, 1307, 630, 1346]
- headline: Η ΑΝΑΧΩΡΗΣΙΣ ΤΗΣ ΠΡΙΓΚΗΠΙΣΣΗΣ ΑΛΙΚΗΣ: [919, 445, 1131, 482]
- aktaion-notice: [642, 1299, 892, 1397]
- column-2: [385, 114, 630, 2224]
- news-text: Κατὰ τὴν διάρκειαν τῆς ἀνακρίσεως ὁ κ. Χαλιούλιας ἐπέδειξε ἐπιστολὰς τοῦ ἀδελφοῦ του, αἵτινες ἐμφανίζουν ὅτι προέβλεπε τὸν θάνατόν του.: [1158, 786, 1408, 837]
- notice-signature-title: (Ὑφηγητὴς τῆς Χημείας): [776, 1173, 887, 1184]
- paragraph: Ἡ οἰκία τῶν Ὀγίνσκα ἦτο κτίσμα τῆς ἐκεῖ πόλεως καὶ εἶχε περιβάλλει ἄγριον δάσος.: [642, 247, 892, 273]
- subheadline: ΒΑΣΙΛΕΩΣ — ΚΑΛΟΓΕΡΟΠΟΥΛΟΥ: [911, 756, 1139, 771]
- paragraph: Μετὰ τὸ τέλος τοῦ δείπνου ὁ Ζενίμ ἀπεσύρθη.: [385, 1220, 630, 1245]
- subheadline: ΤΑ ΣΚΟΡΠΙΑ ΚΟΚΚΑΛΑ: [924, 1002, 1126, 1021]
- paragraph: Ἡ γῆ μοῦ φαίνεται κοιλὰς κλαυθμῶνος, ἡ ζωὴ ταξείδιον ἀτυχὲς καὶ βιαστικόν, ἀπὸ τὴν νύκτα τῆς γεννήσεως εἰς τὴν νύκτα τοῦ τάφου, ὅπου οἱ δυστυχεῖς ὁδοιπόροι φωνάζουν «ἀλλοίμονον» διότι εἶνε πλέον ἀνεπανόρθωτον.: [385, 911, 630, 987]
- news-text: Εἰς τὸ Λιμεναρχεῖον Πειραιῶς ἐνηργοῦντο ἀπὸ χθὲς τὸ πρωΐ ἀνακρίσεις ὅπως ἐξακριβωθῶσιν οἱ αἴτιοι τῶν προσαράξεων τῶν ἀτμοπλοίων «Ἀργολικὸς» τοῦ κ. Κατραμάδου καὶ «Ἀργώ» τοῦ κ. Παπαλεονάρδου.: [1158, 453, 1408, 529]
- top-rule-thin: [118, 103, 1582, 104]
- subheadline: ΑΥΤΟΚΤΟΝΙΑ ΦΟΙΤΗΤΟΥ: [1437, 883, 1555, 920]
- notice-signature: ΘΕΟΔ. ΒΑΡΟΥΞΗΣ: [778, 1156, 887, 1169]
- serial-title: ΨΥΧΩΝ ΣΑΓΗΝΕΥΤΡΙΑ: [394, 265, 621, 326]
- subheadline: ΤΟΥ ΛΙΜΕΝΑΡΧΕΙΟΥ ΠΕΙΡΑΙΩΣ: [1175, 415, 1391, 430]
- paragraph: Ἐνθυμήθη ὅμως αἴφνης ὅτι ὑπῆρχε καὶ ἡ ξανθὴ, ὅπως καὶ ἡ ἐξαδέλφη αὐτῆς τὴν Ὀγίνσκα, κατὰ τὴν πρώτην συνάντησιν.: [385, 1586, 630, 1625]
- news-text: Ὁ εἷς ἐκ τῶν ἐξαφανισθέντων, 14ετὴς μάλα, ὀνομάζεται Χαράλαμπος Θεοφάνους τῶν δὲ Χαλκίδος, ὁ δὲ ἄλλος 12ετὴς Βιμανουὴλ Βενιέρης.: [1416, 572, 1576, 648]
- paragraph: Τὸ χαριτωμένο, ποὺ ἀκολουθεῖ τὰ βήματα τοῦ Γαλλικοῦ πνεύματος, εἶνε ἐνδεικτικὸν, εἶνε ἡ φωνὴ τοῦ λαοῦ. Ἀλλὰ εἶνε καὶ κάτι ἄλλο, εἶνε ἡ ἀνάγκη τῆς ψυχῆς του, διότι ὁ Γάλλος γελᾷ πάντοτε, ἀκόμη καὶ ὅταν κλαίῃ.: [118, 1140, 373, 1204]
- news-text: Τὸ πρωΐ χθὲς κατόπιν ῥητῆς προσκλήσεως τῆς Ἀνάσσης, ἡ ὁποία εὑρίσκετο εἰς Πειραιᾶ, ἀπῆλθεν εἰς Ἀθήνας καὶ παρέστη εἰς τὴν ἐκταφὴν τῶν νεκρῶν τοῦ Ῥωσικοῦ Νεκροταφείου.: [900, 1024, 1150, 1088]
- subheadline: ΠΡΟΣΕΧΕΙΣ ΑΡΧΑΙΡΕΣΙΑΙ: [1158, 1003, 1408, 1024]
- paragraph: — Εἰς σὲ ὀφείλεται τοῦτο, ἀπήντησεν ἐκείνη· ἐὰν δὲν εἶναι λογικός, αὐτὸ εἶναι ὅτι εἶμαι ἡσυχῆ καὶ ἡ εὐθυμία ἐπανέρχεται ἀφ' ἑαυτῆς.: [385, 636, 630, 686]
- serial-author: SACHER-MASOCH: [444, 245, 571, 260]
- paragraph: χαιοτάτων καὶ σημαντικωτάτων τοῦ τόπου· ἦτο πλουσία ἀξιέραστος μεμορφωμένη καὶ ὑπὸ πᾶσαν ἔποψιν ἀνεπίληπτος.: [642, 114, 892, 152]
- column-3: [642, 114, 892, 2224]
- news-text: Ὁ κ. Σκουλέσης ἐδικαιολόγει ὅτι τὰ ὀστᾶ ταῦτα εἶνε χρῆμα μεταφερθῇ ὑπὸ τοῦ Δήμου εἰς τὸ Νέον Νεκροταφεῖον.: [900, 1133, 1150, 1171]
- news-text: Ὁ πλοίαρχος τοῦ «Ἀργολικοῦ» προσήραξεν ὡς ἐκ τῆς πυκνοτάτης ὁμίχλης ὑπὸ τῆς ὁποίας ἦτο ἀδύνατον νὰ διακρίνῃ τοὺς φάρους, εἰς τὴν βραχώδη ἀκτὴν τῆς Χαλκίδος.: [1158, 533, 1408, 584]
- news-text: Πρὸ δύο ἡμερῶν ἀφίκετο ἐκ Κερκύρας ὁ φοιτητὴς τῆς Νομικῆς Σπύρος Κ., ὅστις ἐστεγάσθη εἰς τὸ ἀνωτέρω ξενοδοχεῖον. Ἐφαίνετο μελαγχολικὸς καὶ ἀσθενικός.: [1416, 1054, 1576, 1130]
- ad-address: Κεντρικὴ ἀποθήκη, Καλαμιωτοῦ 10 Ἀθῆναι (Πλησίον Βουλῆς).: [652, 1499, 882, 1524]
- paragraph: Εἶνε ἐπικίνδυνον;: [397, 736, 493, 749]
- paragraph: Ἦτο βραχεῖα τὸ ἀνάστημα δέσποινα, μᾶλλον παχύσαρκος, ἡλικίας τεσσαράκοντα ἐτῶν ἡ ὁποία ἀδιακόπως ἐστέναζεν.: [642, 411, 892, 449]
- notice-title: ΑΝΤΙΠΡΟΣΩΠΟΣ: [695, 1211, 839, 1230]
